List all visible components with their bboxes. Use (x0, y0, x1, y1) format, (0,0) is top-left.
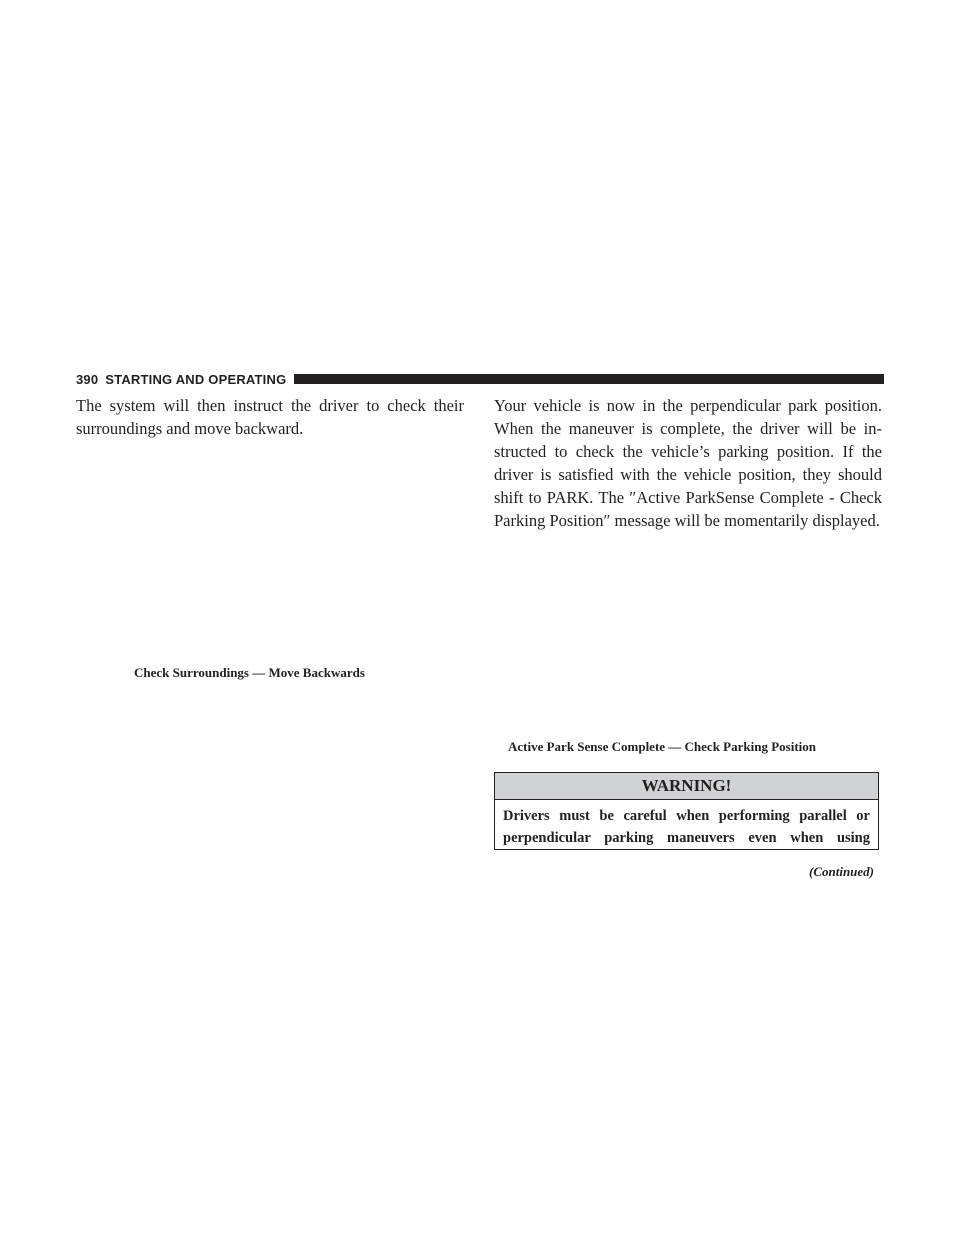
warning-title: WARNING! (495, 773, 878, 800)
warning-text: Drivers must be careful when performing parallel or perpendicular parking maneuvers even when using (503, 808, 870, 846)
left-figure-caption: Check Surroundings — Move Backwards (134, 665, 365, 680)
left-paragraph: The system will then instruct the driver to check their surroundings and move backward. (76, 396, 464, 438)
page-header (76, 369, 884, 389)
right-paragraph: Your vehicle is now in the perpendicular park position. When the maneuver is complete, the driver will be in- structed to check the vehicle’s parking position. If the driver is satisfied with the vehicle position, they should shift to PARK. The ″Active ParkSense Complete - Check Parking Position″ message will be momentarily displayed. (494, 396, 882, 530)
section-title: STARTING AND OPERATING (105, 371, 287, 387)
left-column (76, 394, 464, 440)
right-figure-caption: Active Park Sense Complete — Check Parking Position (508, 739, 817, 754)
header-rule (294, 374, 884, 384)
warning-box (494, 772, 879, 850)
right-column (494, 394, 882, 532)
page-number: 390 (76, 371, 99, 387)
continued-label: (Continued) (808, 864, 874, 879)
